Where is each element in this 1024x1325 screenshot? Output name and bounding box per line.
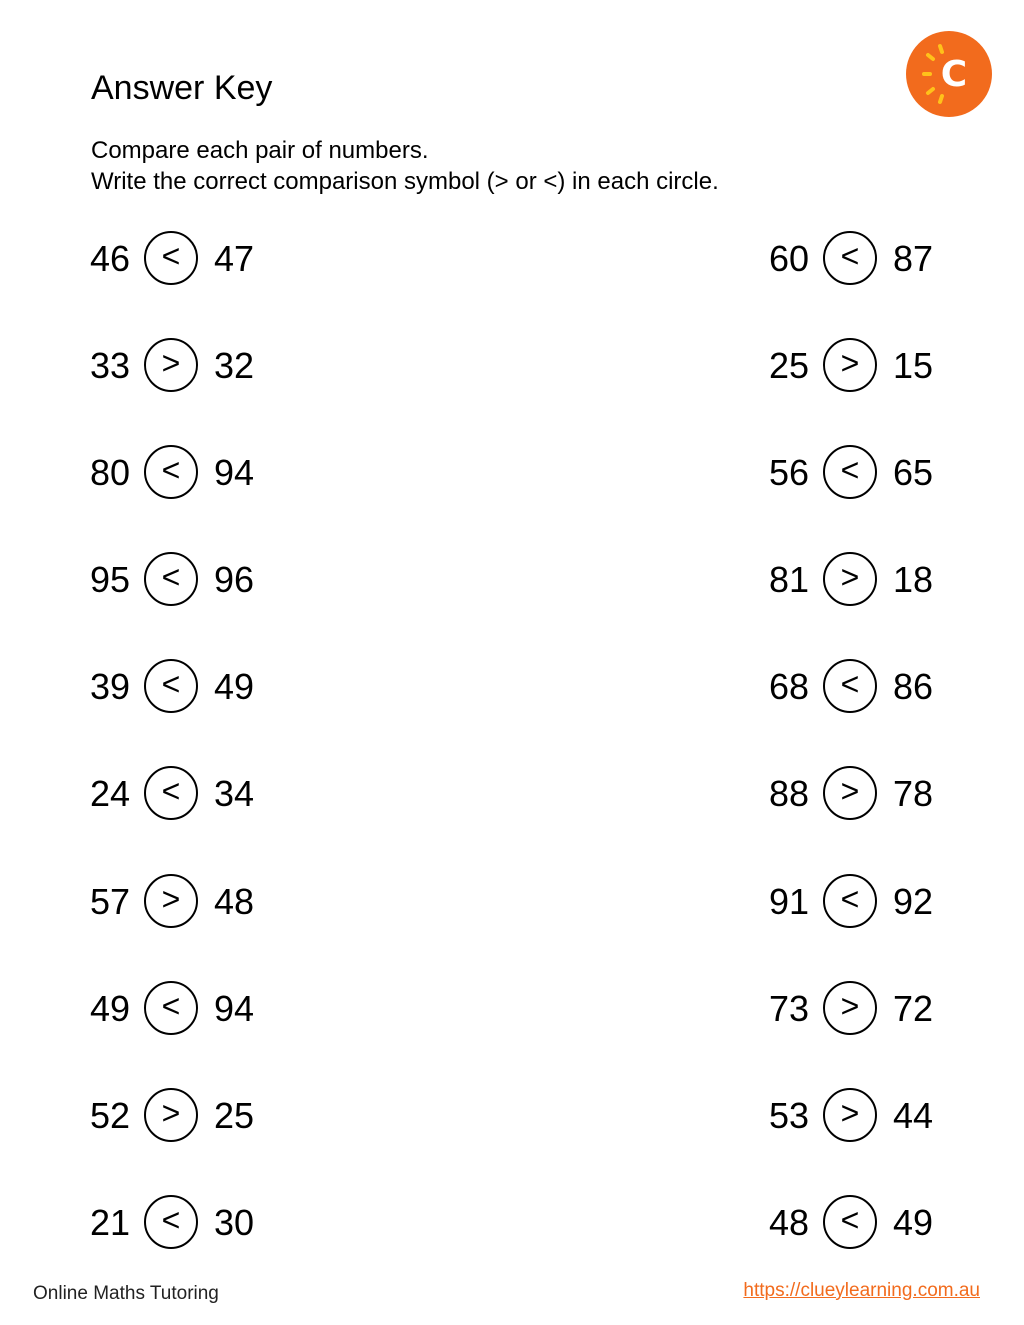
second-number: 96	[214, 559, 255, 601]
comparison-symbol: <	[161, 773, 181, 810]
answer-circle[interactable]	[823, 659, 877, 713]
answer-circle[interactable]	[823, 874, 877, 928]
logo-letter: C	[940, 54, 968, 95]
comparison-symbol: >	[161, 345, 181, 382]
second-number: 87	[893, 238, 934, 279]
second-number: 94	[214, 452, 255, 494]
first-number: 95	[90, 559, 131, 601]
answer-circle[interactable]	[144, 1088, 198, 1142]
second-number: 44	[893, 1094, 934, 1136]
second-number: 92	[893, 880, 934, 922]
second-number: 94	[214, 987, 255, 1029]
comparison-symbol: >	[840, 1094, 860, 1131]
answer-circle[interactable]	[823, 1195, 877, 1249]
first-number: 39	[90, 666, 131, 708]
answer-circle[interactable]	[144, 766, 198, 820]
first-number: 60	[769, 238, 810, 279]
second-number: 32	[214, 345, 255, 387]
comparison-symbol: <	[840, 1201, 860, 1238]
answer-circle[interactable]	[144, 338, 198, 392]
second-number: 49	[214, 666, 255, 708]
first-number: 52	[90, 1094, 131, 1136]
first-number: 46	[90, 238, 131, 279]
second-number: 30	[214, 1201, 255, 1243]
comparison-symbol: >	[840, 773, 860, 810]
comparison-symbol: >	[840, 345, 860, 382]
first-number: 49	[90, 987, 131, 1029]
second-number: 47	[214, 238, 255, 279]
answer-circle[interactable]	[144, 981, 198, 1035]
first-number: 56	[769, 452, 810, 494]
comparison-symbol: <	[161, 238, 181, 274]
website-link[interactable]: https://clueylearning.com.au	[743, 1280, 980, 1301]
second-number: 65	[893, 452, 934, 494]
first-number: 88	[769, 773, 810, 815]
first-number: 81	[769, 559, 810, 601]
answer-circle[interactable]	[823, 981, 877, 1035]
instruction-line-2: Write the correct comparison symbol (> or <) in each circle.	[91, 168, 719, 195]
comparison-symbol: <	[161, 666, 181, 703]
comparison-symbol: <	[840, 880, 860, 917]
instruction-line-1: Compare each pair of numbers.	[91, 137, 429, 164]
second-number: 25	[214, 1094, 255, 1136]
first-number: 21	[90, 1201, 131, 1243]
answer-circle[interactable]	[144, 874, 198, 928]
answer-circle[interactable]	[144, 1195, 198, 1249]
second-number: 86	[893, 666, 934, 708]
comparison-symbol: <	[840, 238, 860, 274]
comparison-symbol: <	[840, 452, 860, 489]
cluey-logo-icon	[906, 31, 992, 117]
second-number: 18	[893, 559, 934, 601]
page-title: Answer Key	[91, 69, 273, 107]
second-number: 72	[893, 987, 934, 1029]
first-number: 68	[769, 666, 810, 708]
answer-circle[interactable]	[823, 231, 877, 285]
answer-circle[interactable]	[823, 552, 877, 606]
answer-circle[interactable]	[823, 338, 877, 392]
second-number: 49	[893, 1201, 934, 1243]
first-number: 80	[90, 452, 131, 494]
comparison-symbol: >	[840, 559, 860, 596]
first-number: 24	[90, 773, 131, 815]
answer-circle[interactable]	[823, 445, 877, 499]
answer-circle[interactable]	[823, 766, 877, 820]
first-number: 57	[90, 880, 131, 922]
footer-tagline: Online Maths Tutoring	[33, 1283, 219, 1304]
comparison-symbol: <	[161, 559, 181, 596]
second-number: 48	[214, 880, 255, 922]
answer-circle[interactable]	[144, 231, 198, 285]
second-number: 78	[893, 773, 934, 815]
comparison-symbol: >	[840, 987, 860, 1024]
instructions	[91, 135, 719, 197]
first-number: 33	[90, 345, 131, 387]
comparison-symbol: >	[161, 1094, 181, 1131]
first-number: 73	[769, 987, 810, 1029]
second-number: 15	[893, 345, 934, 387]
first-number: 48	[769, 1201, 810, 1243]
first-number: 53	[769, 1094, 810, 1136]
answer-circle[interactable]	[144, 659, 198, 713]
second-number: 34	[214, 773, 255, 815]
comparison-symbol: <	[840, 666, 860, 703]
comparison-symbol: <	[161, 452, 181, 489]
comparison-symbol: <	[161, 1201, 181, 1238]
first-number: 25	[769, 345, 810, 387]
answer-circle[interactable]	[144, 552, 198, 606]
comparison-symbol: <	[161, 987, 181, 1024]
first-number: 91	[769, 880, 810, 922]
answer-circle[interactable]	[144, 445, 198, 499]
answer-circle[interactable]	[823, 1088, 877, 1142]
comparison-symbol: >	[161, 880, 181, 917]
